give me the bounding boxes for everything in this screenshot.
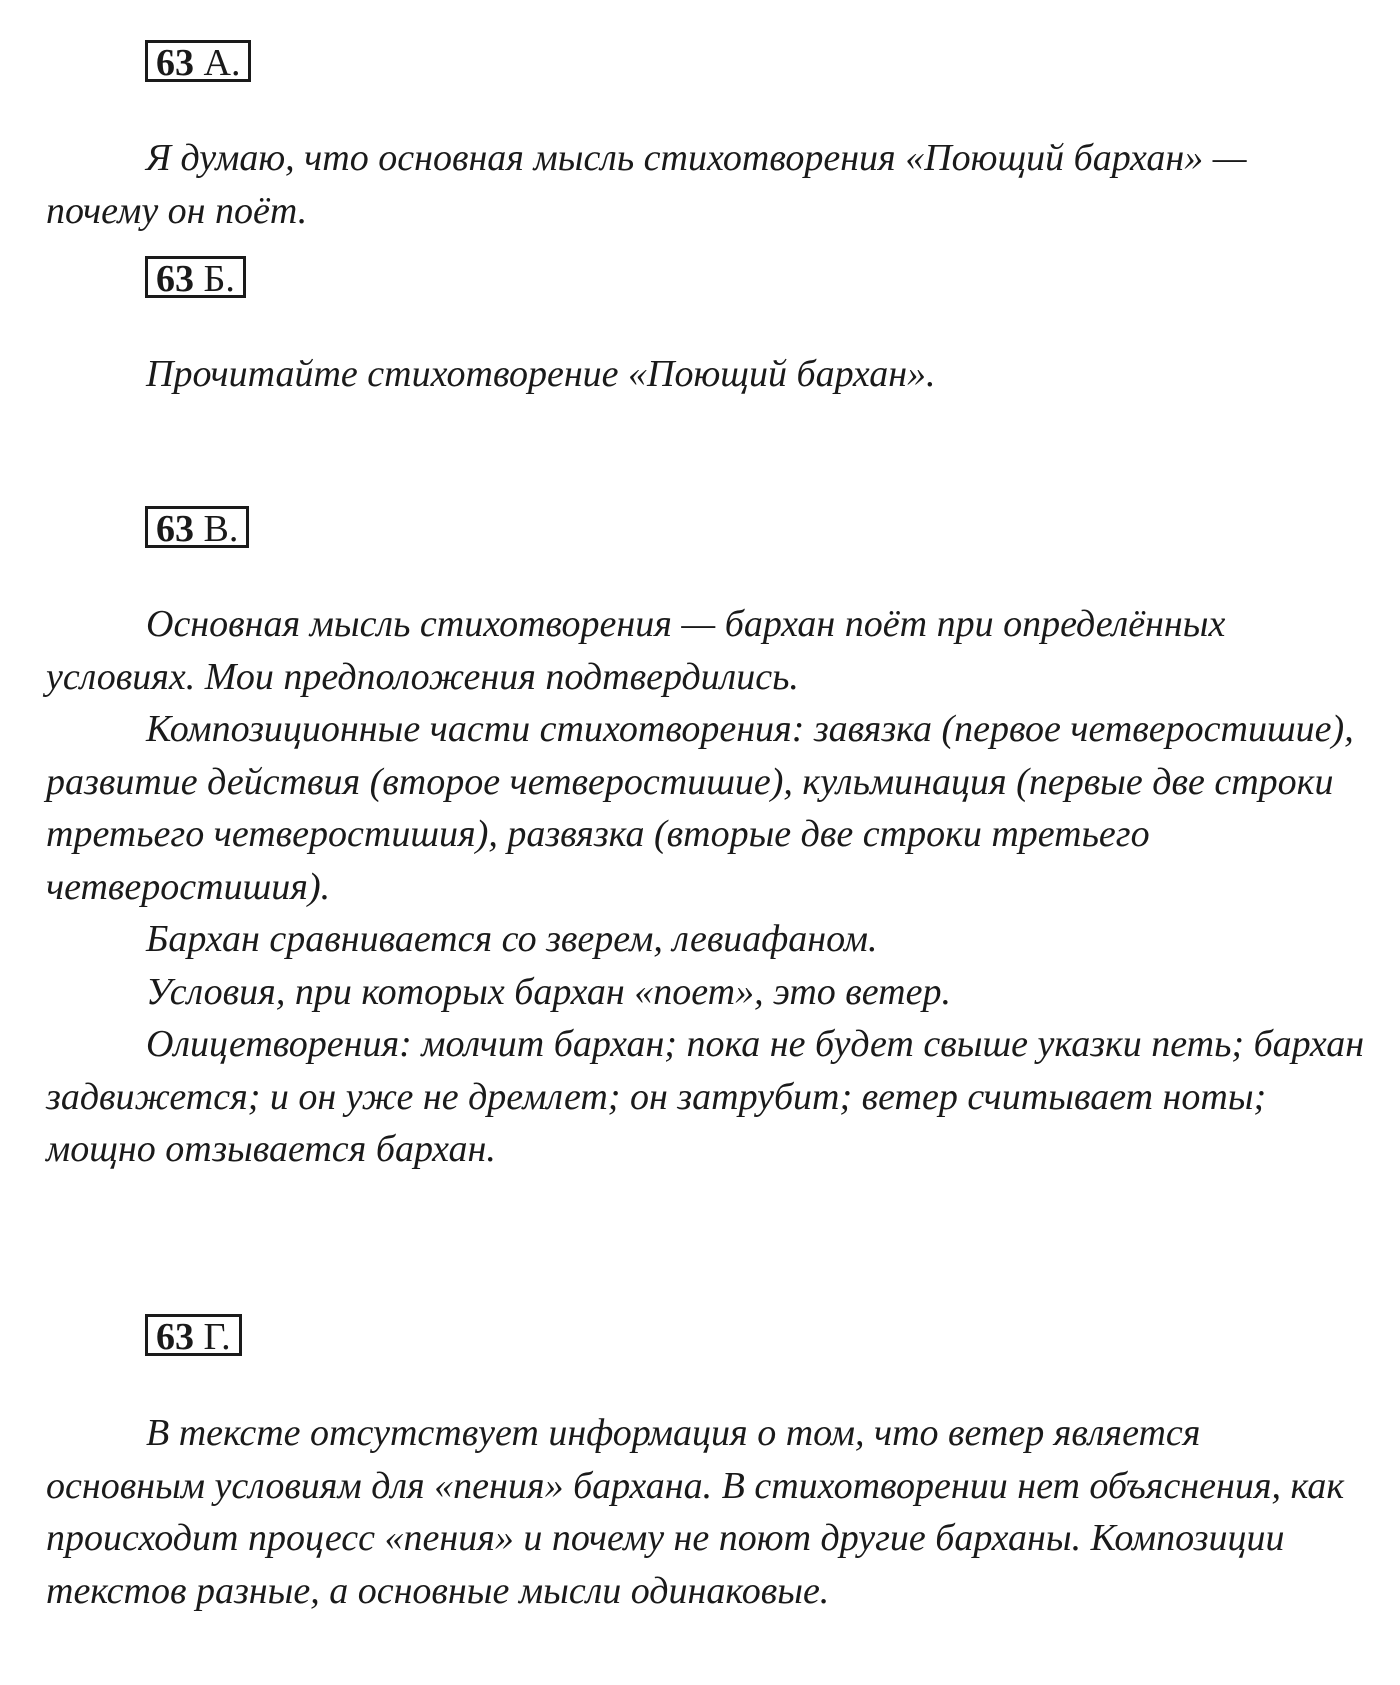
exercise-label-v	[145, 506, 249, 548]
exercise-label-a	[145, 40, 251, 82]
exercise-number: 63	[156, 258, 194, 300]
exercise-letter: В.	[203, 508, 239, 550]
answer-text-b	[46, 348, 1366, 401]
exercise-number: 63	[156, 1316, 194, 1358]
exercise-letter: А.	[203, 42, 241, 84]
paragraph: Композиционные части стихотворения: завязка (первое четверостишие), развитие действия (второе четверостишие), кульминация (первые две строки третьего четверостишия), развязка (вторые две строки третьего четверостишия).	[46, 708, 1354, 908]
answer-text-v	[46, 598, 1366, 1176]
exercise-letter: Б.	[203, 258, 235, 300]
paragraph: Бархан сравнивается со зверем, левиафаном.	[146, 918, 878, 960]
paragraph: Я думаю, что основная мысль стихотворения «Поющий бархан» — почему он поёт.	[46, 137, 1247, 232]
exercise-number: 63	[156, 42, 194, 84]
paragraph: Прочитайте стихотворение «Поющий бархан».	[146, 353, 936, 395]
exercise-number: 63	[156, 508, 194, 550]
exercise-label-b	[145, 256, 246, 298]
paragraph: Условия, при которых бархан «поет», это ветер.	[146, 970, 951, 1013]
answer-text-g	[46, 1407, 1366, 1617]
paragraph: Основная мысль стихотворения — бархан поёт при определённых условиях. Мои предположения подтвердились.	[46, 603, 1226, 698]
exercise-label-g	[145, 1314, 242, 1356]
paragraph: Олицетворения: молчит бархан; пока не будет свыше указки петь; бархан задвижется; и он уже не дремлет; он затрубит; ветер считывает ноты; мощно отзывается бархан.	[46, 1023, 1365, 1170]
answer-text-a	[46, 132, 1366, 237]
paragraph: В тексте отсутствует информация о том, что ветер является основным условиям для «пения» бархана. В стихотворении нет объяснения, как происходит процесс «пения» и почему не поют другие барханы. Композиции текстов разные, а основные мысли одинаковые.	[46, 1412, 1345, 1612]
exercise-letter: Г.	[203, 1316, 231, 1358]
